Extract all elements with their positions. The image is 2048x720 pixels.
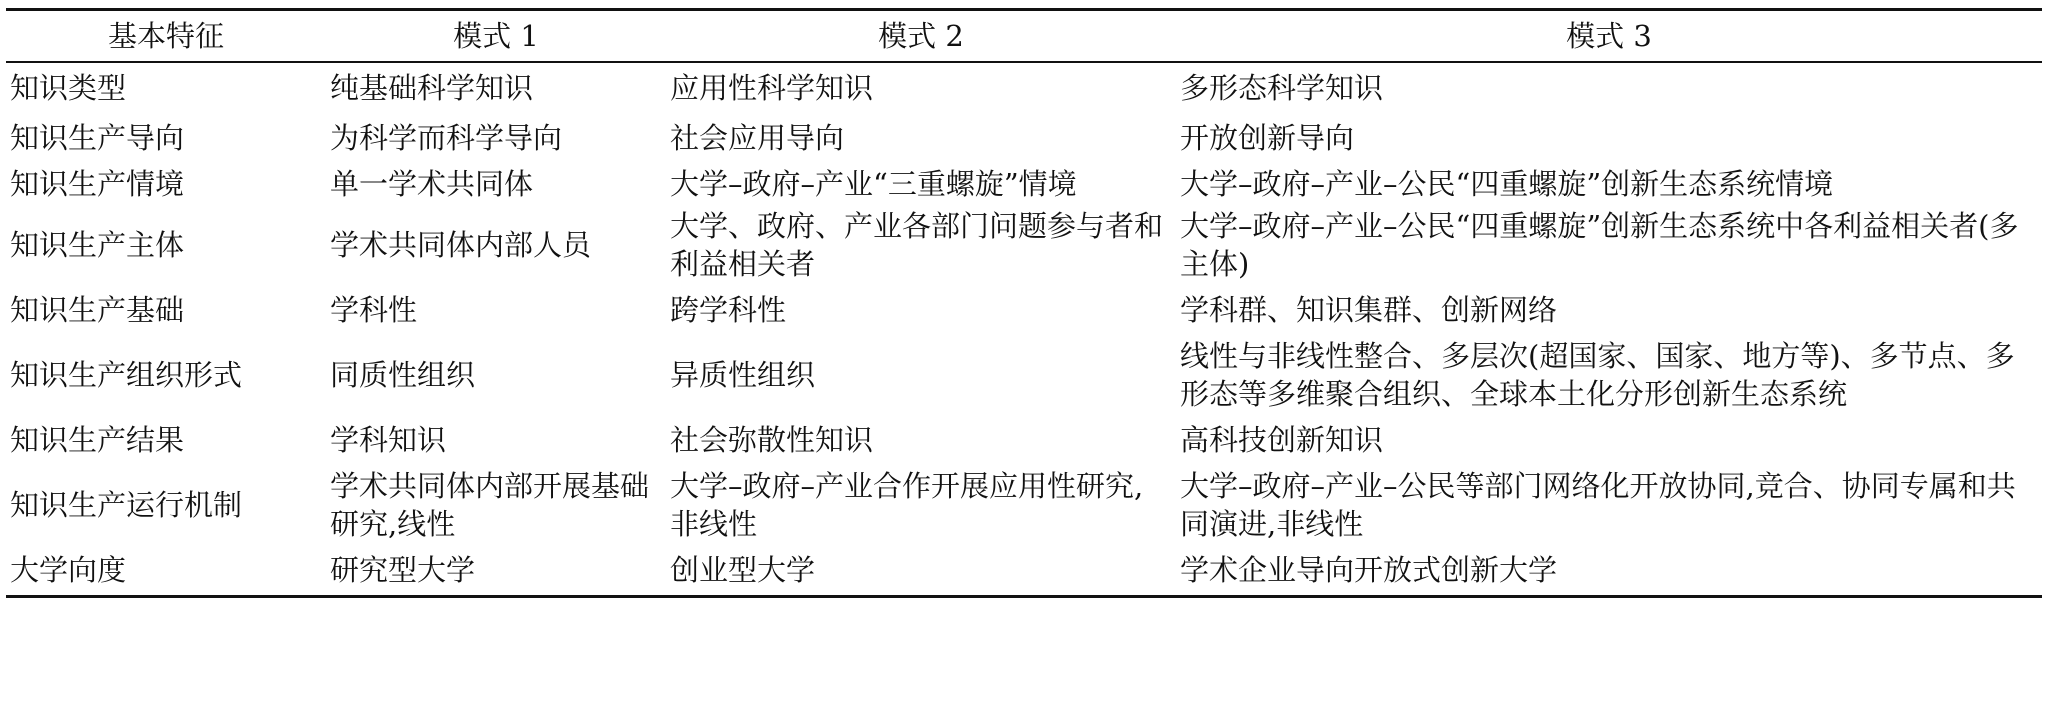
mode-2-cell: 大学、政府、产业各部门问题参与者和利益相关者 [670,209,1164,281]
comparison-table-container [6,8,2042,598]
mode-2-cell: 大学–政府–产业合作开展应用性研究,非线性 [670,469,1144,541]
table-row [6,163,2042,205]
table-row [6,113,2042,163]
mode-1-cell: 同质性组织 [330,358,476,392]
mode-1-cell: 学科知识 [330,423,447,457]
mode-1-cell: 学术共同体内部人员 [330,228,592,262]
table-body [6,62,2042,597]
mode-3-cell: 线性与非线性整合、多层次(超国家、国家、地方等)、多节点、多形态等多维聚合组织、全球本土化分形创新生态系统 [1180,339,2015,411]
mode-3-cell: 多形态科学知识 [1180,71,1384,105]
mode-3-cell: 大学–政府–产业–公民“四重螺旋”创新生态系统情境 [1180,167,1834,201]
mode-1-cell: 为科学而科学导向 [330,121,563,155]
mode-2-cell: 应用性科学知识 [670,71,874,105]
table-row [6,415,2042,465]
mode-2-cell: 异质性组织 [670,358,816,392]
mode-3-cell: 大学–政府–产业–公民等部门网络化开放协同,竞合、协同专属和共同演进,非线性 [1180,469,2016,541]
table-header [6,10,2042,63]
mode-3-cell: 大学–政府–产业–公民“四重螺旋”创新生态系统中各利益相关者(多主体) [1180,209,2019,281]
mode-3-cell: 高科技创新知识 [1180,423,1384,457]
row-feature-cell: 知识生产情境 [10,167,185,201]
mode-3-cell: 学科群、知识集群、创新网络 [1180,293,1558,327]
mode-2-cell: 社会应用导向 [670,121,845,155]
table-row [6,465,2042,545]
header-row [6,10,2042,63]
row-feature-cell: 知识生产结果 [10,423,185,457]
table-row [6,62,2042,113]
mode-3-cell: 学术企业导向开放式创新大学 [1180,553,1558,587]
row-feature-cell: 知识生产主体 [10,228,185,262]
row-feature-cell: 大学向度 [10,553,127,587]
mode-1-cell: 纯基础科学知识 [330,71,534,105]
row-feature-cell: 知识类型 [10,71,127,105]
row-feature-cell: 知识生产导向 [10,121,185,155]
row-feature-cell: 知识生产基础 [10,293,185,327]
header-mode-3: 模式 3 [1566,19,1652,53]
header-mode-1: 模式 1 [453,19,539,53]
row-feature-cell: 知识生产组织形式 [10,358,243,392]
mode-2-cell: 社会弥散性知识 [670,423,874,457]
mode-2-cell: 大学–政府–产业“三重螺旋”情境 [670,167,1077,201]
knowledge-production-modes-table [6,8,2042,598]
mode-1-cell: 学术共同体内部开展基础研究,线性 [330,469,650,541]
mode-1-cell: 学科性 [330,293,418,327]
mode-2-cell: 创业型大学 [670,553,816,587]
table-row [6,545,2042,597]
mode-3-cell: 开放创新导向 [1180,121,1355,155]
header-basic-features: 基本特征 [107,19,224,53]
mode-1-cell: 研究型大学 [330,553,476,587]
table-row [6,285,2042,335]
table-row [6,335,2042,415]
mode-2-cell: 跨学科性 [670,293,787,327]
mode-1-cell: 单一学术共同体 [330,167,534,201]
row-feature-cell: 知识生产运行机制 [10,488,243,522]
header-mode-2: 模式 2 [878,19,964,53]
table-row [6,205,2042,285]
